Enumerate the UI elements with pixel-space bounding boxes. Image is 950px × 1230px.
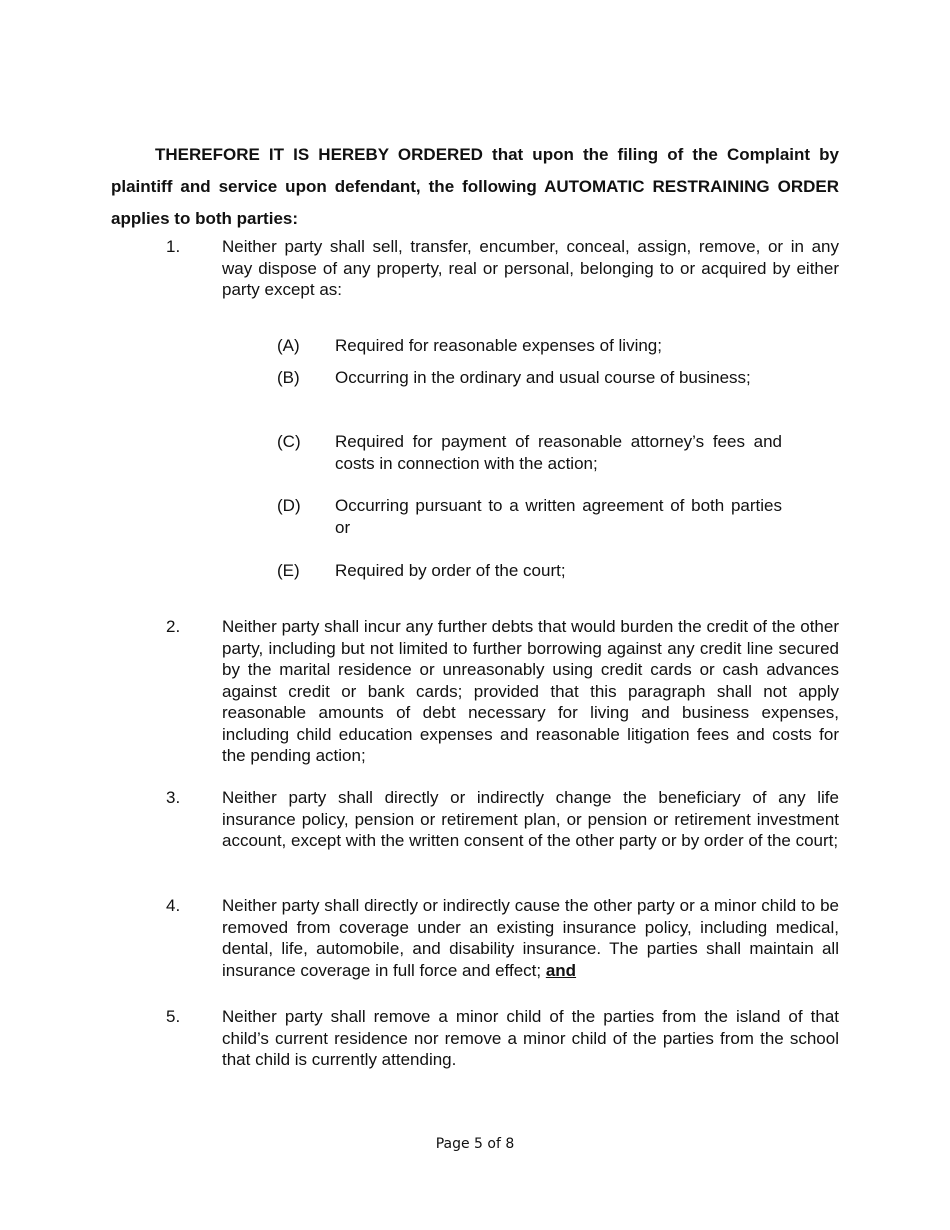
subitem-text: Required by order of the court; [335,561,566,580]
intro-text-1: that upon the filing of the Complaint by plaintiff and service upon defendant, the following [111,145,840,196]
and-conjunction: and [545,960,577,980]
item-number: 4. [166,896,181,915]
item-number: 2. [166,617,181,636]
item-number: 1. [166,237,181,256]
subitem-letter: (A) [277,336,300,355]
subitem-text: Required for reasonable expenses of living; [335,336,662,355]
item-text [222,895,839,981]
subitem-letter: (B) [277,368,300,387]
item-4-body: Neither party shall directly or indirectly cause the other party or a minor child to be removed from coverage under an existing insurance policy, including medical, dental, life, automobile, and disability insurance. The parties shall maintain all insurance coverage in full force and effect; [222,896,839,980]
subitem-e [277,560,782,582]
order-item-1 [166,236,839,301]
item-text: Neither party shall incur any further debts that would burden the credit of the other party, including but not limited to further borrowing against any credit line secured by the marital residence or unreasonably using credit cards or cash advances against credit or bank cards; provided that this paragraph shall not apply reasonable amounts of debt necessary for living and business expenses, including child education expenses and reasonable litigation fees and costs for the pending action; [222,617,839,765]
order-item-2 [166,616,839,767]
subitem-a [277,335,782,357]
order-item-3 [166,787,839,852]
intro-bold-1: THEREFORE IT IS HEREBY ORDERED [155,145,483,164]
item-text: Neither party shall sell, transfer, encumber, conceal, assign, remove, or in any way dispose of any property, real or personal, belonging to or acquired by either party except as: [222,237,839,299]
subitem-text: Required for payment of reasonable attorney’s fees and costs in connection with the action; [335,432,782,473]
subitem-letter: (E) [277,561,300,580]
intro-text-2: applies to both parties: [111,209,299,228]
item-text: Neither party shall remove a minor child of the parties from the island of that child’s current residence nor remove a minor child of the parties from the school that child is currently attending. [222,1007,839,1069]
intro-bold-2: AUTOMATIC RESTRAINING ORDER [544,177,839,196]
item-number: 3. [166,788,181,807]
subitem-b [277,367,782,389]
subitem-text: Occurring in the ordinary and usual course of business; [335,368,751,387]
subitem-letter: (D) [277,496,301,515]
order-item-5 [166,1006,839,1071]
subitem-text: Occurring pursuant to a written agreement of both parties or [335,496,782,537]
subitem-c [277,431,782,474]
page-number: Page 5 of 8 [435,1136,515,1152]
subitem-d [277,495,782,538]
item-number: 5. [166,1007,181,1026]
item-text: Neither party shall directly or indirectly change the beneficiary of any life insurance policy, pension or retirement plan, or pension or retirement investment account, except with the written consent of the other party or by order of the court; [222,788,839,850]
subitem-letter: (C) [277,432,301,451]
order-intro [111,139,839,235]
order-item-4 [166,895,839,981]
